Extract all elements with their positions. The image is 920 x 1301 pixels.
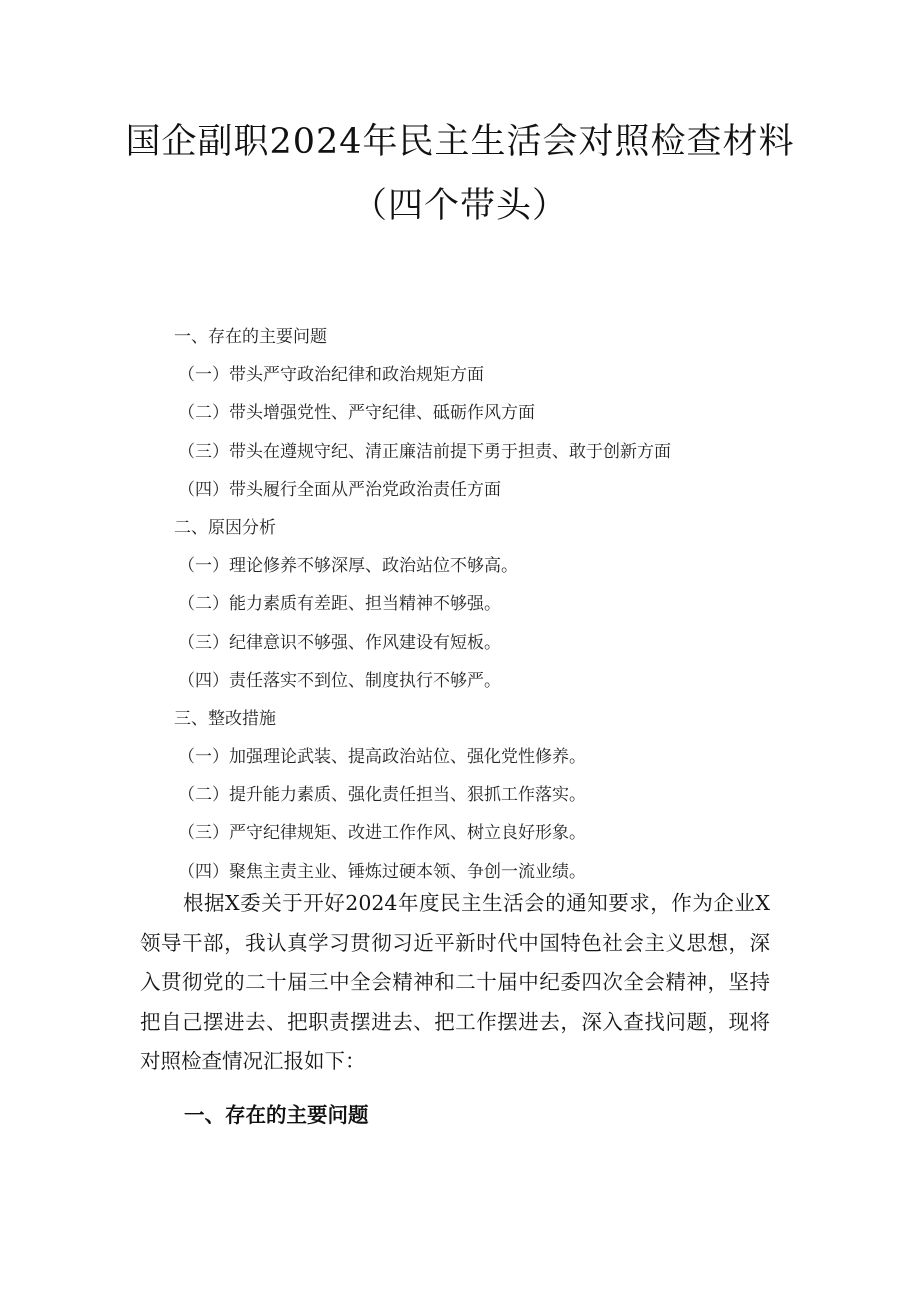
outline-item: （四）责任落实不到位、制度执行不够严。 <box>178 670 501 691</box>
outline-item: （一）带头严守政治纪律和政治规矩方面 <box>178 365 484 386</box>
outline-item: （四）带头履行全面从严治党政治责任方面 <box>178 479 501 500</box>
outline-heading-2: 二、原因分析 <box>174 517 276 538</box>
outline-heading-1: 一、存在的主要问题 <box>174 327 327 347</box>
document-title: 国企副职2024年民主生活会对照检查材料 <box>125 122 795 162</box>
outline-item: （一）加强理论武装、提高政治站位、强化党性修养。 <box>178 747 586 768</box>
intro-paragraph: 根据X委关于开好2024年度民主生活会的通知要求，作为企业X领导干部，我认真学习贯彻习近平新时代中国特色社会主义思想，深入贯彻党的二十届三中全会精神和二十届中纪委四次全会精神，坚持把自己摆进去、把职责摆进去、把工作摆进去，深入查找问题，现将对照检查情况汇报如下： <box>140 891 770 1073</box>
outline-item: （三）纪律意识不够强、作风建设有短板。 <box>178 632 501 653</box>
outline-item: （三）严守纪律规矩、改进工作作风、树立良好形象。 <box>178 823 586 844</box>
outline-item: （二）能力素质有差距、担当精神不够强。 <box>178 594 501 615</box>
section-heading: 一、存在的主要问题 <box>184 1103 369 1127</box>
outline-list <box>174 318 814 891</box>
document-subtitle: （四个带头） <box>351 186 568 226</box>
outline-item: （一）理论修养不够深厚、政治站位不够高。 <box>178 556 518 577</box>
outline-item: （四）聚焦主责主业、锤炼过硬本领、争创一流业绩。 <box>178 861 586 882</box>
outline-item: （二）提升能力素质、强化责任担当、狠抓工作落实。 <box>178 785 586 806</box>
outline-item: （三）带头在遵规守纪、清正廉洁前提下勇于担责、敢于创新方面 <box>178 441 671 462</box>
outline-heading-3: 三、整改措施 <box>174 708 276 729</box>
outline-item: （二）带头增强党性、严守纪律、砥砺作风方面 <box>178 403 535 424</box>
